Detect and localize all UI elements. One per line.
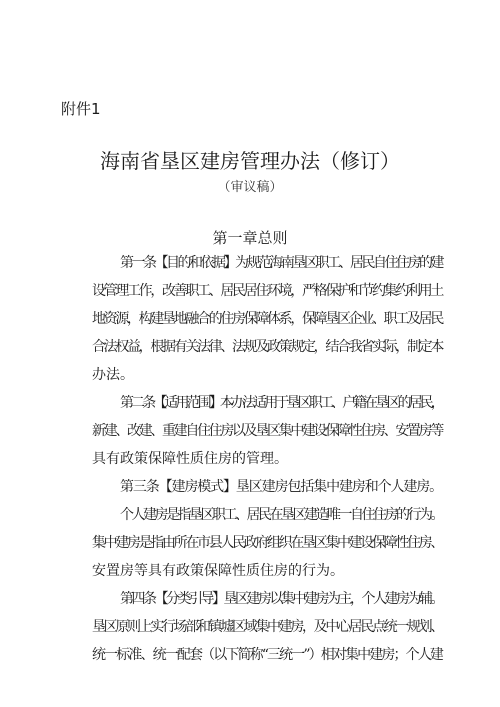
text-line: 第一条【目的和依据】为规范海南垦区职工、居民自住住房的建 — [120, 255, 442, 271]
text-line: 第二条【适用范围】本办法适用于垦区职工、户籍在垦区的居民， — [120, 395, 442, 411]
paragraph-article-2 — [64, 389, 442, 473]
text-line: 个人建房是指垦区职工、居民在垦区建造唯一自住住房的行为。 — [120, 507, 442, 523]
text-line: 新建、改建、重建自住住房以及垦区集中建设保障性住房、安置房等 — [92, 423, 442, 439]
text-line: 第四条【分类引导】垦区建房以集中建房为主，个人建房为辅。 — [120, 591, 442, 607]
paragraph-article-4 — [64, 585, 442, 669]
text-line: 统一标准、统一配套（以下简称“三统一”）相对集中建房；个人建 — [92, 647, 442, 663]
attachment-label: 附件1 — [61, 100, 101, 118]
text-line: 具有政策保障性质住房的管理。 — [92, 451, 288, 467]
paragraph-article-3-definitions — [64, 501, 442, 585]
text-line: 设管理工作，改善职工、居民居住环境，严格保护和节约集约利用土 — [92, 283, 442, 299]
text-line: 第三条【建房模式】垦区建房包括集中建房和个人建房。 — [120, 479, 442, 495]
chapter-heading: 第一章总则 — [212, 229, 288, 247]
text-line: 地资源，构建垦地融合的住房保障体系，保障垦区企业、职工及居民 — [92, 311, 442, 327]
document-subtitle: （审议稿） — [217, 180, 283, 195]
text-line: 办法。 — [92, 367, 134, 383]
paragraph-article-3 — [64, 473, 442, 501]
text-line: 合法权益，根据有关法律、法规及政策规定，结合我省实际，制定本 — [92, 339, 442, 355]
document-body — [64, 249, 442, 669]
text-line: 集中建房是指由所在市县人民政府组织在垦区集中建设保障性住房、 — [92, 535, 442, 551]
text-line: 垦区原则上实行场部和镇墟区域集中建房，及中心居民点统一规划、 — [92, 619, 442, 635]
paragraph-article-1 — [64, 249, 442, 389]
text-line: 安置房等具有政策保障性质住房的行为。 — [92, 563, 344, 579]
document-title: 海南省垦区建房管理办法（修订） — [100, 149, 400, 173]
